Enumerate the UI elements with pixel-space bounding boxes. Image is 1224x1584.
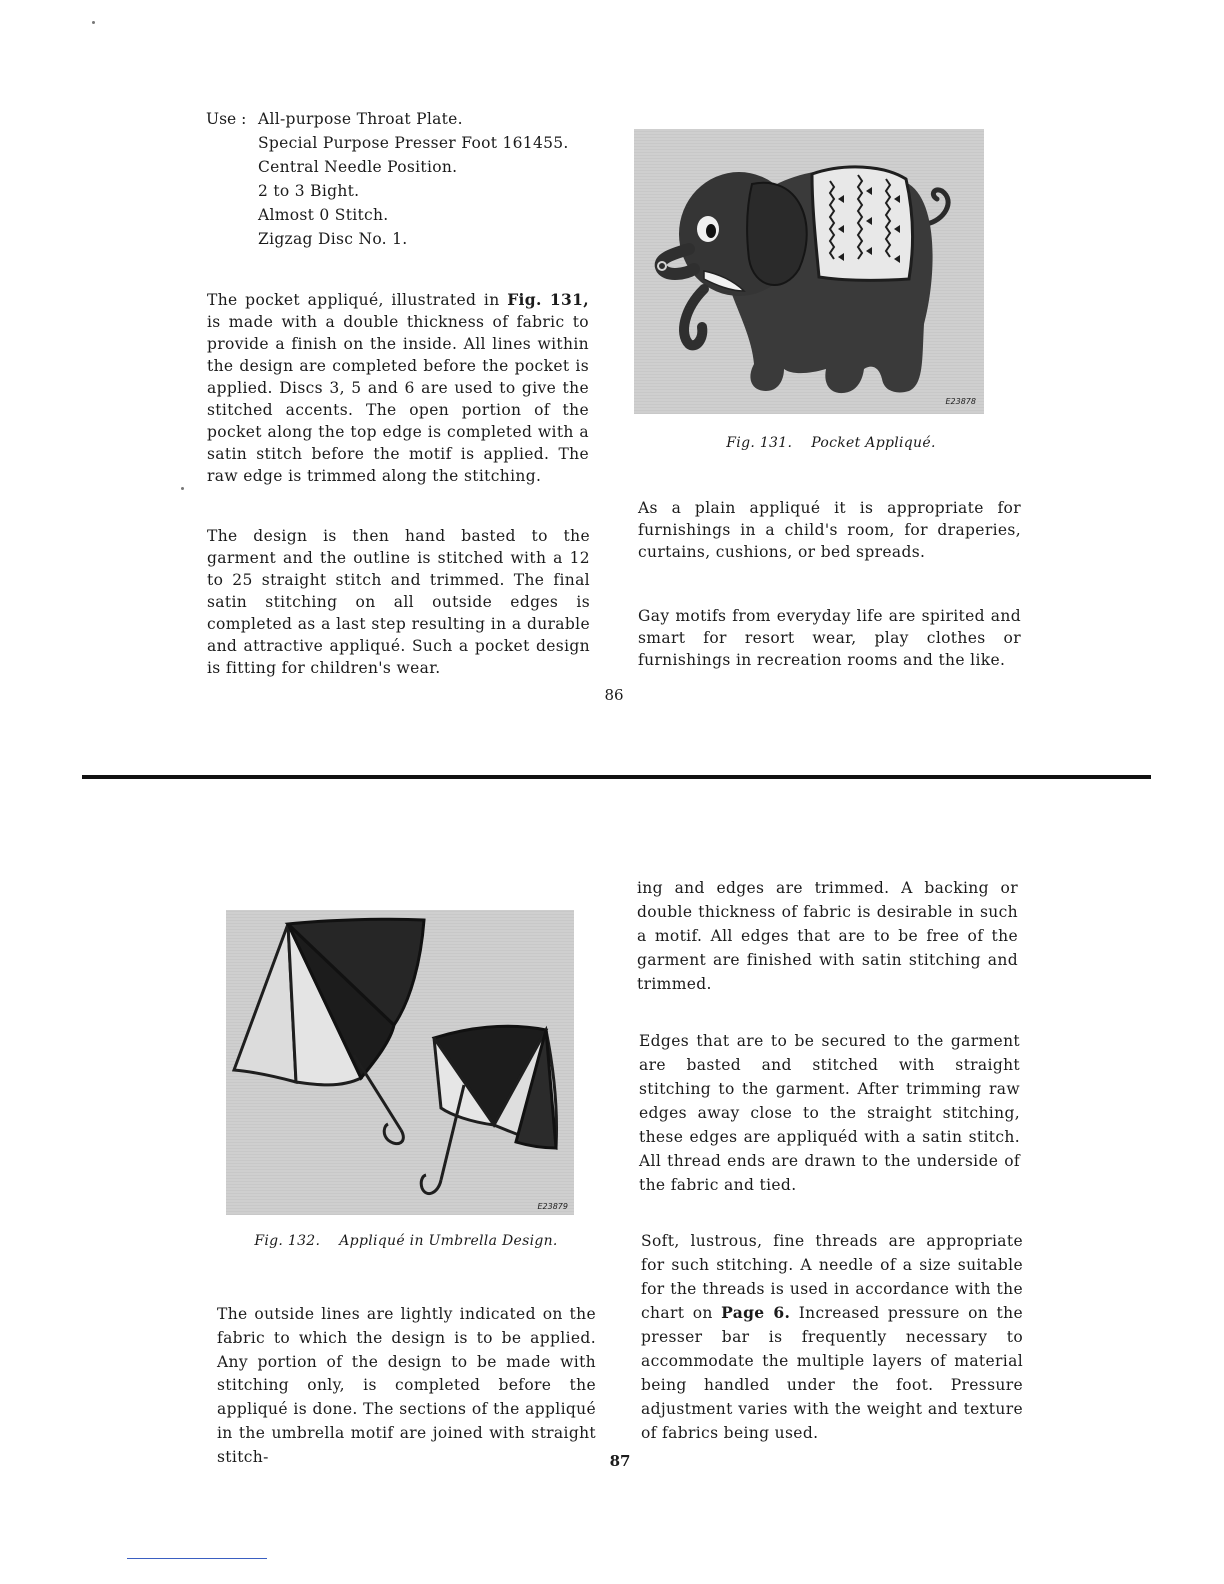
figure-caption <box>226 1233 586 1249</box>
use-list <box>258 107 569 251</box>
page-divider <box>82 775 1151 779</box>
use-item: 2 to 3 Bight. <box>258 182 360 200</box>
paragraph: Gay motifs from everyday life are spirited and smart for resort wear, play clothes or furnishings in recreation rooms and the like. <box>638 607 1021 669</box>
figure-title: Appliqué in Umbrella Design. <box>339 1233 558 1249</box>
paragraph: ing and edges are trimmed. A backing or double thickness of fabric is desirable in such a motif. All edges that are to be free of the garment are finished with satin stitching and trimmed. <box>637 879 1018 993</box>
paragraph: The design is then hand basted to the garment and the outline is stitched with a 12 to 25 straight stitch and trimmed. The final satin stitching on all outside edges is completed as a last step resulting in a durable and attractive appliqué. Such a pocket design is fitting for children's wear. <box>207 527 590 677</box>
paragraph: The outside lines are lightly indicated on the fabric to which the design is to be applied. Any portion of the design to be made with stitching only, is completed before the appliqué is done. The sections of the appliqué in the umbrella motif are joined with straight stitch- <box>217 1305 596 1466</box>
use-item: Central Needle Position. <box>258 158 458 176</box>
elephant-applique-photo <box>634 129 984 414</box>
umbrella-illustration <box>226 910 574 1215</box>
use-item: Zigzag Disc No. 1. <box>258 230 408 248</box>
scan-speck <box>92 21 95 24</box>
figure-code: E23878 <box>945 397 976 406</box>
figure-title: Pocket Appliqué. <box>811 435 936 451</box>
paragraph: Soft, lustrous, fine threads are appropriate for such stitching. A needle of a size suitable for the threads is used in accordance with the chart on Page 6. Increased pressure on the presser bar is frequently necessary to accommodate the multiple layers of material being handled under the foot. Pressure adjustment varies with the weight and texture of fabrics being used. <box>641 1232 1023 1442</box>
footnote-rule <box>127 1558 267 1559</box>
figure-caption <box>634 435 1028 451</box>
page-reference: Page 6. <box>721 1303 791 1322</box>
figure-code: E23879 <box>537 1202 568 1211</box>
figure-reference: Fig. 131, <box>507 290 589 309</box>
use-label: Use : <box>206 110 247 128</box>
use-item: Almost 0 Stitch. <box>258 206 389 224</box>
elephant-illustration <box>634 129 984 414</box>
paragraph: The pocket appliqué, illustrated in Fig. 131, is made with a double thickness of fabric to provide a finish on the inside. All lines within the design are completed before the pocket is applied. Discs 3, 5 and 6 are used to give the stitched accents. The open portion of the pocket along the top edge is completed with a satin stitch before the motif is applied. The raw edge is trimmed along the stitching. <box>207 290 589 485</box>
page-number: 87 <box>609 1452 631 1470</box>
scan-speck <box>181 487 184 490</box>
use-item: Special Purpose Presser Foot 161455. <box>258 134 569 152</box>
figure-number: Fig. 132. <box>254 1233 321 1249</box>
page-number: 86 <box>604 686 624 704</box>
use-item: All-purpose Throat Plate. <box>258 110 463 128</box>
figure-number: Fig. 131. <box>726 435 793 451</box>
paragraph: Edges that are to be secured to the garment are basted and stitched with straight stitching to the garment. After trimming raw edges away close to the straight stitching, these edges are appliquéd with a satin stitch. All thread ends are drawn to the underside of the fabric and tied. <box>639 1032 1020 1194</box>
paragraph: As a plain appliqué it is appropriate for furnishings in a child's room, for draperies, curtains, cushions, or bed spreads. <box>638 499 1021 561</box>
umbrella-applique-photo <box>226 910 574 1215</box>
